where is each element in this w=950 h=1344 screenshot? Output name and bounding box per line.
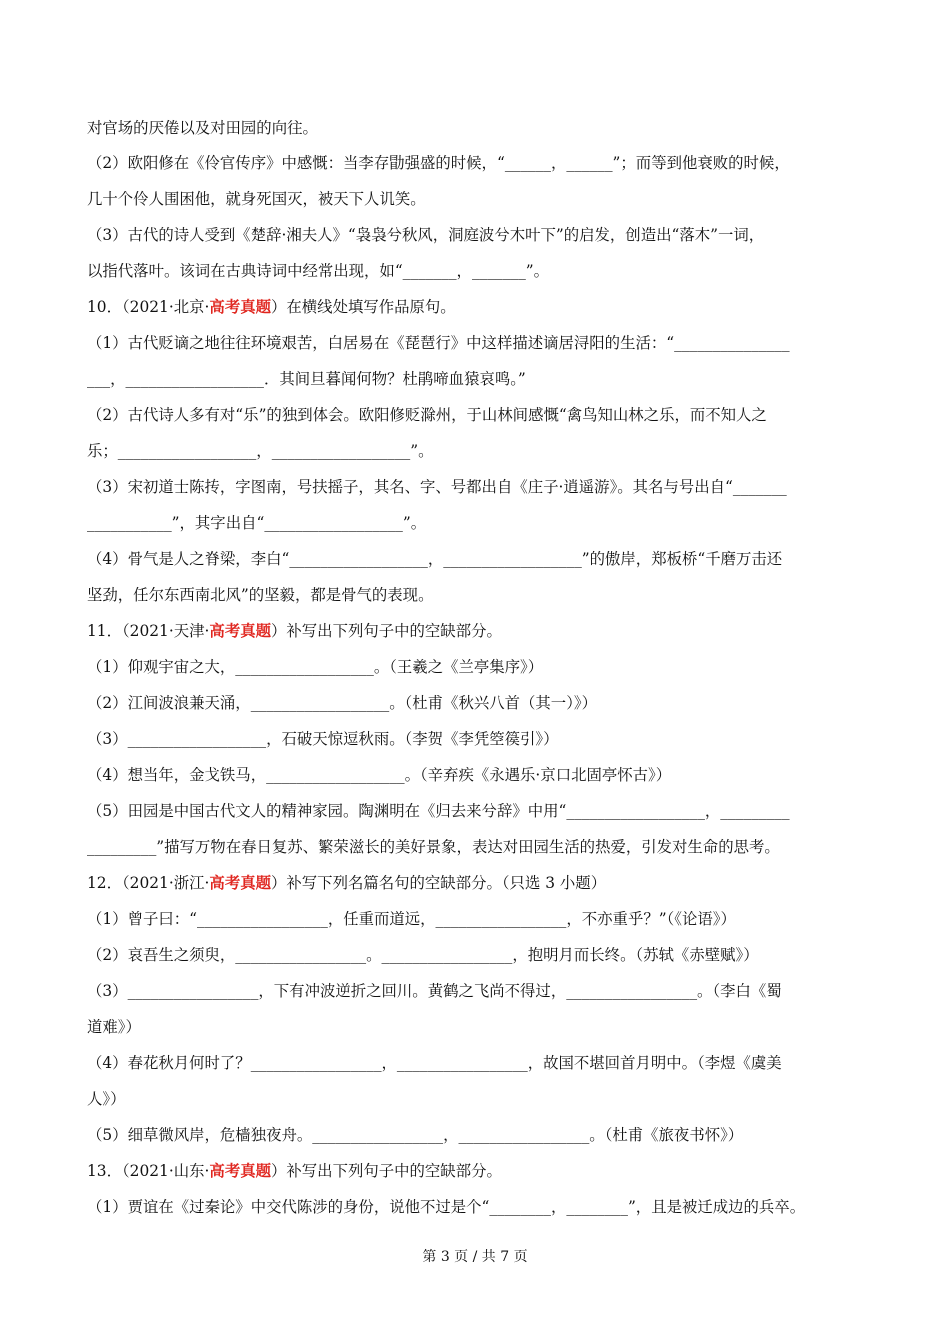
text-line: （2）哀吾生之须臾，_________________。_________________，抱明月而长终。（苏轼《赤壁赋》） xyxy=(87,946,759,964)
text-line: 几十个伶人围困他，就身死国灭，被天下人讥笑。 xyxy=(87,190,426,208)
question-source: （2021·北京· xyxy=(121,298,210,316)
text-line: （3）_________________，下有冲波逆折之回川。黄鹤之飞尚不得过，_________________。（李白《蜀 xyxy=(87,982,782,1000)
text-line: （1）古代贬谪之地往往环境艰苦，白居易在《琵琶行》中这样描述谪居浔阳的生活：“_______________ xyxy=(87,334,790,352)
text-line: 人》） xyxy=(87,1090,126,1108)
exam-tag: 高考真题 xyxy=(209,298,271,316)
text-line: （3）__________________，石破天惊逗秋雨。（李贺《李凭箜篌引》） xyxy=(87,730,559,748)
text-line: ___________”，其字出自“__________________”。 xyxy=(87,514,427,532)
text-line: ___，__________________．其间旦暮闻何物？杜鹃啼血猿哀鸣。” xyxy=(87,370,526,388)
question-heading xyxy=(87,1161,502,1181)
text-line: （2）欧阳修在《伶官传序》中感慨：当李存勖强盛的时候，“______，______”；而等到他衰败的时候， xyxy=(87,154,790,172)
question-number: 13． xyxy=(87,1162,122,1180)
question-source: （2021·浙江· xyxy=(121,874,210,892)
text-line: 乐；__________________，__________________”。 xyxy=(87,442,434,460)
question-instruction: ）在横线处填写作品原句。 xyxy=(271,298,456,316)
text-line: （1）曾子曰：“_________________，任重而道远，_________________，不亦重乎？”（《论语》） xyxy=(87,910,736,928)
question-instruction: ）补写出下列句子中的空缺部分。 xyxy=(271,1162,502,1180)
exam-tag: 高考真题 xyxy=(209,1162,271,1180)
question-number: 11． xyxy=(87,622,122,640)
text-line: （3）古代的诗人受到《楚辞·湘夫人》“袅袅兮秋风，洞庭波兮木叶下”的启发，创造出“落木”一词， xyxy=(87,226,765,244)
text-line: （5）细草微风岸，危樯独夜舟。_________________，_________________。（杜甫《旅夜书怀》） xyxy=(87,1126,744,1144)
exam-tag: 高考真题 xyxy=(209,622,271,640)
text-line: 坚劲，任尔东西南北风”的坚毅，都是骨气的表现。 xyxy=(87,586,434,604)
question-heading xyxy=(87,297,456,317)
text-line: 以指代落叶。该词在古典诗词中经常出现，如“_______，_______”。 xyxy=(87,262,550,280)
text-line: 对官场的厌倦以及对田园的向往。 xyxy=(87,119,318,137)
text-line: 道难》） xyxy=(87,1018,141,1036)
text-line: （1）仰观宇宙之大，__________________。（王羲之《兰亭集序》） xyxy=(87,658,544,676)
question-source: （2021·天津· xyxy=(121,622,210,640)
question-instruction: ）补写出下列句子中的空缺部分。 xyxy=(271,622,502,640)
text-line: （4）骨气是人之脊梁，李白“__________________，__________________”的傲岸，郑板桥“千磨万击还 xyxy=(87,550,783,568)
text-line: （4）想当年，金戈铁马，__________________。（辛弃疾《永遇乐·京口北固亭怀古》） xyxy=(87,766,672,784)
text-line: （2）古代诗人多有对“乐”的独到体会。欧阳修贬滁州，于山林间感慨“禽鸟知山林之乐，而不知人之 xyxy=(87,406,767,424)
question-instruction: ）补写下列名篇名句的空缺部分。（只选 3 小题） xyxy=(271,874,607,892)
exam-tag: 高考真题 xyxy=(209,874,271,892)
text-line: （3）宋初道士陈抟，字图南，号扶摇子，其名、字、号都出自《庄子·逍遥游》。其名与号出自“_______ xyxy=(87,478,787,496)
text-line: （2）江间波浪兼天涌，__________________。（杜甫《秋兴八首（其一）》） xyxy=(87,694,597,712)
question-number: 10． xyxy=(87,298,122,316)
text-line: （1）贾谊在《过秦论》中交代陈涉的身份，说他不过是个“________，________”，且是被迁成边的兵卒。 xyxy=(87,1198,806,1216)
text-line: （4）春花秋月何时了？_________________，_________________，故国不堪回首月明中。（李煜《虞美 xyxy=(87,1054,782,1072)
question-heading xyxy=(87,873,606,893)
question-source: （2021·山东· xyxy=(121,1162,210,1180)
text-line: （5）田园是中国古代文人的精神家园。陶渊明在《归去来兮辞》中用“__________________，_________ xyxy=(87,802,790,820)
page-footer: 第 3 页 / 共 7 页 xyxy=(422,1249,528,1265)
question-number: 12． xyxy=(87,874,122,892)
text-line: _________”描写万物在春日复苏、繁荣滋长的美好景象，表达对田园生活的热爱，引发对生命的思考。 xyxy=(87,838,780,856)
question-heading xyxy=(87,621,502,641)
